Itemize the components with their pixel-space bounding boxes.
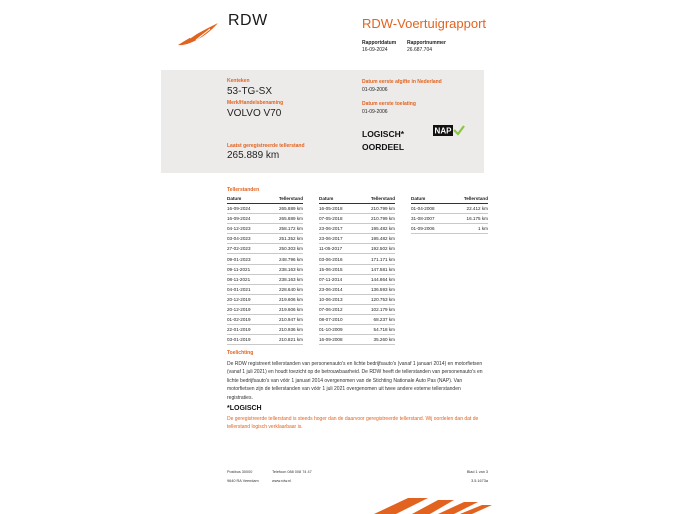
row-datum: 20-12-2019 (227, 294, 264, 304)
table-row (319, 274, 395, 284)
row-tellerstand: 238.163 km (264, 274, 303, 284)
logisch-title: *LOGISCH (227, 405, 262, 412)
row-datum: 16-09-2024 (227, 204, 264, 214)
table-row (227, 274, 303, 284)
table-row (319, 254, 395, 264)
table-row (227, 325, 303, 335)
kenteken-value: 53-TG-SX (227, 86, 273, 97)
row-tellerstand: 147.581 km (356, 264, 395, 274)
row-tellerstand: 210.799 km (356, 214, 395, 224)
row-datum: 01-10-2009 (319, 325, 356, 335)
row-tellerstand: 22.412 km (449, 204, 488, 214)
footer-contact (272, 468, 312, 486)
toelating-label: Datum eerste toelating (362, 101, 416, 107)
row-datum: 01-02-2019 (227, 315, 264, 325)
row-datum: 07-05-2018 (319, 214, 356, 224)
row-datum: 20-12-2019 (227, 304, 264, 314)
col-datum: Datum (411, 195, 449, 204)
row-datum: 01-09-2006 (411, 224, 449, 234)
row-datum: 07-11-2014 (319, 274, 356, 284)
toelichting-title: Toelichting (227, 350, 254, 356)
rapportnummer-label: Rapportnummer (407, 40, 446, 46)
row-datum: 16-09-2008 (319, 335, 356, 345)
row-datum: 08-07-2010 (319, 315, 356, 325)
km-table-2 (319, 195, 395, 345)
row-datum: 03-06-2016 (319, 254, 356, 264)
table-row (227, 234, 303, 244)
row-tellerstand: 210.799 km (356, 204, 395, 214)
kenteken-label: Kenteken (227, 78, 250, 84)
table-row (227, 264, 303, 274)
footer-telefoon: Telefoon 088 008 74 47 (272, 470, 312, 474)
row-datum: 23-06-2017 (319, 224, 356, 234)
row-datum: 08-11-2021 (227, 274, 264, 284)
row-datum: 16-09-2024 (227, 214, 264, 224)
table-row (411, 224, 488, 234)
laatst-label: Laatst geregistreerde tellerstand (227, 143, 305, 149)
row-tellerstand: 238.163 km (264, 264, 303, 274)
row-datum: 04-01-2021 (227, 284, 264, 294)
km-table-1 (227, 195, 303, 345)
row-tellerstand: 195.482 km (356, 234, 395, 244)
table-row (227, 254, 303, 264)
table-row (227, 284, 303, 294)
row-tellerstand: 210.936 km (264, 325, 303, 335)
merk-label: Merk/Handelsbenaming (227, 100, 284, 106)
row-tellerstand: 265.889 km (264, 204, 303, 214)
row-tellerstand: 120.753 km (356, 294, 395, 304)
row-datum: 23-06-2017 (319, 234, 356, 244)
decorative-stripes-icon (368, 496, 494, 514)
rapportdatum-value: 16-09-2024 (362, 47, 388, 53)
row-tellerstand: 251.352 km (264, 234, 303, 244)
table-row (411, 204, 488, 214)
table-row (227, 335, 303, 345)
table-row (411, 214, 488, 224)
oordeel-line1: LOGISCH* (362, 129, 405, 139)
table-row (227, 294, 303, 304)
table-row (319, 315, 395, 325)
table-row (227, 214, 303, 224)
table-row (319, 244, 395, 254)
row-datum: 07-06-2012 (319, 304, 356, 314)
row-datum: 03-01-2019 (227, 335, 264, 345)
footer-website[interactable]: www.rdw.nl (272, 479, 291, 483)
logisch-text: De geregistreerde tellerstand is steeds hoger dan de daarvoor geregistreerde tellerstand. Wij oordelen dan dat de tellerstand logisch verklaarbaar is. (227, 416, 479, 431)
footer-page (448, 468, 488, 486)
row-tellerstand: 195.482 km (356, 224, 395, 234)
row-datum: 27-02-2023 (227, 244, 264, 254)
row-tellerstand: 248.796 km (264, 254, 303, 264)
laatst-value: 265.889 km (227, 150, 280, 161)
table-row (227, 224, 303, 234)
table-row (319, 264, 395, 274)
row-tellerstand: 250.303 km (264, 244, 303, 254)
afgifte-label: Datum eerste afgifte in Nederland (362, 79, 442, 85)
km-table-3 (411, 195, 488, 234)
toelichting-paragraph: De RDW registreert tellerstanden van personenauto's en lichte bedrijfsauto's (vanaf 1 januari 2014) en motorfietsen (vanaf 1 juli 2021) en houdt toezicht op de betrouwbaarheid. De RDW heeft de tellerstanden van personenauto's en lichte bedrijfsauto's van vóór 1 januari 2014 overgenomen van de Stichting Nationale Auto Pas (NAP). Van motorfietsen zijn de tellerstanden van vóór 1 juli 2021 overgenomen uit twee andere externe tellerstanden registraties. (227, 361, 483, 401)
footer-postbus: Postbus 30000 (227, 470, 253, 474)
row-tellerstand: 192.502 km (356, 244, 395, 254)
footer-blad: Blad 1 van 3 (466, 470, 488, 474)
merk-value: VOLVO V70 (227, 108, 282, 119)
row-tellerstand: 102.179 km (356, 304, 395, 314)
row-datum: 04-12-2023 (227, 224, 264, 234)
rapportdatum-label: Rapportdatum (362, 40, 397, 46)
row-tellerstand: 210.821 km (264, 335, 303, 345)
row-tellerstand: 219.606 km (264, 294, 303, 304)
table-row (319, 224, 395, 234)
oordeel-line2: OORDEEL (362, 142, 405, 152)
row-datum: 09-01-2023 (227, 254, 264, 264)
row-tellerstand: 16.175 km (449, 214, 488, 224)
nap-text: NAP (434, 126, 452, 136)
row-tellerstand: 210.947 km (264, 315, 303, 325)
row-datum: 09-11-2021 (227, 264, 264, 274)
col-datum: Datum (319, 195, 356, 204)
row-datum: 23-06-2014 (319, 284, 356, 294)
table-row (319, 284, 395, 294)
row-datum: 15-06-2015 (319, 264, 356, 274)
footer-address (227, 468, 259, 486)
table-row (227, 304, 303, 314)
vehicle-panel (161, 70, 484, 173)
col-datum: Datum (227, 195, 264, 204)
row-tellerstand: 265.889 km (264, 214, 303, 224)
row-datum: 10-06-2013 (319, 294, 356, 304)
row-tellerstand: 219.606 km (264, 304, 303, 314)
row-datum: 31-08-2007 (411, 214, 449, 224)
col-tellerstand: Tellerstand (449, 195, 488, 204)
nap-badge-icon (433, 125, 465, 137)
table-row (319, 335, 395, 345)
row-tellerstand: 228.640 km (264, 284, 303, 294)
report-title: RDW-Voertuigrapport (362, 16, 487, 31)
oordeel-text (362, 128, 404, 154)
row-tellerstand: 136.593 km (356, 284, 395, 294)
toelating-value: 01-09-2006 (362, 109, 388, 115)
row-datum: 11-05-2017 (319, 244, 356, 254)
table-row (319, 234, 395, 244)
rdw-logo-icon (176, 20, 222, 48)
row-datum: 22-01-2019 (227, 325, 264, 335)
table-row (227, 315, 303, 325)
row-tellerstand: 1 km (449, 224, 488, 234)
table-row (319, 204, 395, 214)
footer-city: 9640 RA Veendam (227, 479, 259, 483)
col-tellerstand: Tellerstand (356, 195, 395, 204)
logo-text: RDW (228, 12, 268, 29)
table-row (319, 214, 395, 224)
row-tellerstand: 171.171 km (356, 254, 395, 264)
tellerstanden-title: Tellerstanden (227, 187, 260, 193)
row-tellerstand: 35.260 km (356, 335, 395, 345)
row-datum: 16-05-2018 (319, 204, 356, 214)
row-tellerstand: 68.237 km (356, 315, 395, 325)
row-datum: 01-04-2008 (411, 204, 449, 214)
col-tellerstand: Tellerstand (264, 195, 303, 204)
row-datum: 03-04-2023 (227, 234, 264, 244)
rapportnummer-value: 26.687.704 (407, 47, 433, 53)
table-row (319, 325, 395, 335)
table-row (319, 304, 395, 314)
footer-versie: 3.5.1673a (471, 479, 488, 483)
row-tellerstand: 258.172 km (264, 224, 303, 234)
row-tellerstand: 54.718 km (356, 325, 395, 335)
table-row (319, 294, 395, 304)
table-row (227, 204, 303, 214)
table-row (227, 244, 303, 254)
afgifte-value: 01-09-2006 (362, 87, 388, 93)
row-tellerstand: 144.864 km (356, 274, 395, 284)
